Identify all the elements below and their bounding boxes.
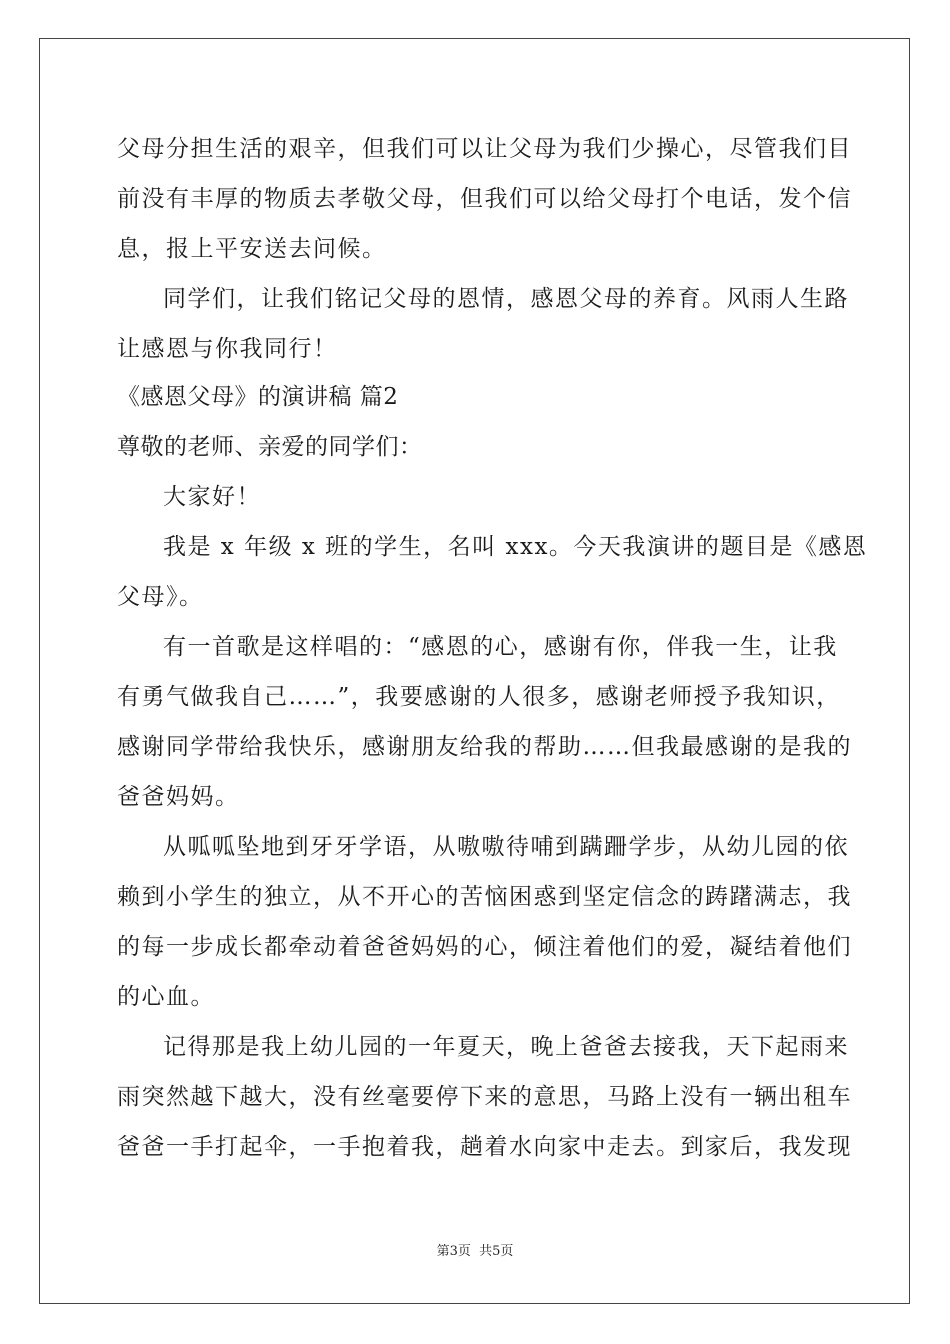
text-line: 让感恩与你我同行！ [117,336,338,362]
text-line: 前没有丰厚的物质去孝敬父母，但我们可以给父母打个电话，发个信 [117,186,852,212]
text-line: 息，报上平安送去问候。 [117,236,387,262]
text-line: 有勇气做我自己……”，我要感谢的人很多，感谢老师授予我知识， [117,684,841,710]
text-line: 我是 x 年级 x 班的学生，名叫 xxx。今天我演讲的题目是《感恩 [163,534,868,560]
text-line: 爸爸一手打起伞，一手抱着我，趟着水向家中走去。到家后，我发现 [117,1134,852,1160]
page-number: 第3页 [436,1244,471,1259]
page-border [39,38,910,1304]
text-line: 赖到小学生的独立，从不开心的苦恼困惑到坚定信念的踌躇满志，我 [117,884,852,910]
text-line: 雨突然越下越大，没有丝毫要停下来的意思，马路上没有一辆出租车 [117,1084,852,1110]
page-total: 共5页 [479,1244,514,1259]
page-footer [0,1244,950,1260]
text-line: 感谢同学带给我快乐，感谢朋友给我的帮助……但我最感谢的是我的 [117,734,852,760]
text-line: 同学们，让我们铭记父母的恩情，感恩父母的养育。风雨人生路 [163,286,849,312]
text-line: 的每一步成长都牵动着爸爸妈妈的心，倾注着他们的爱，凝结着他们 [117,934,852,960]
section-heading: 《感恩父母》的演讲稿 篇2 [117,384,399,410]
text-line: 大家好！ [163,484,261,510]
text-line: 从呱呱坠地到牙牙学语，从嗷嗷待哺到蹒跚学步，从幼儿园的依 [163,834,849,860]
text-line: 有一首歌是这样唱的：“感恩的心，感谢有你，伴我一生，让我 [163,634,838,660]
text-line: 爸爸妈妈。 [117,784,240,810]
text-line: 记得那是我上幼儿园的一年夏天，晚上爸爸去接我，天下起雨来 [163,1034,849,1060]
salutation: 尊敬的老师、亲爱的同学们： [117,434,423,460]
text-line: 的心血。 [117,984,215,1010]
text-line: 父母》。 [117,584,204,610]
text-line: 父母分担生活的艰辛，但我们可以让父母为我们少操心，尽管我们目 [117,136,852,162]
